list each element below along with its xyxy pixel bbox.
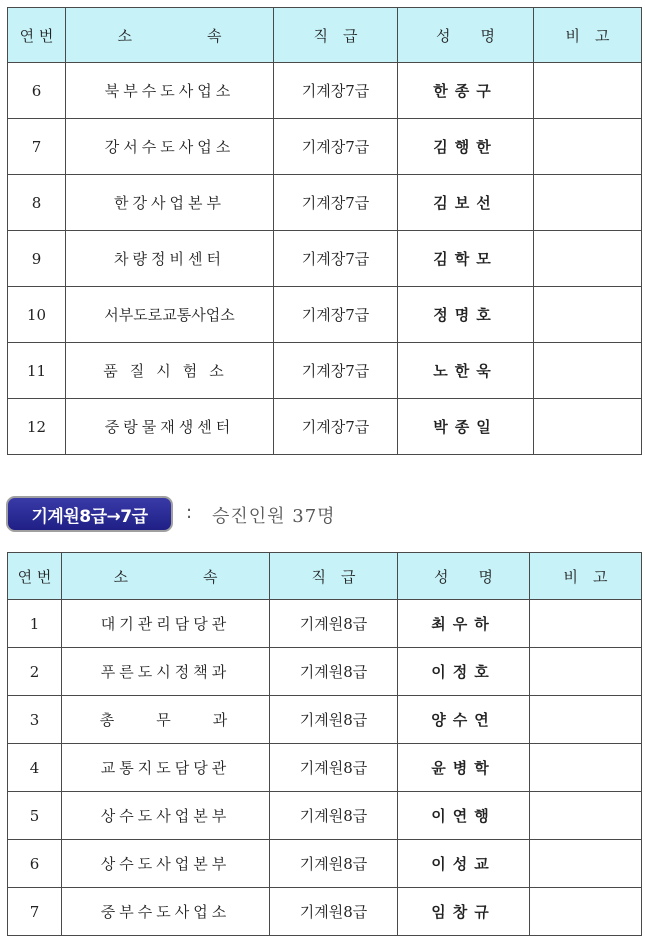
table-row (8, 744, 642, 792)
table-header-row (8, 553, 642, 600)
row-name: 김행한 (398, 119, 534, 175)
row-note (534, 175, 642, 231)
row-name: 정명호 (398, 287, 534, 343)
header-note: 비 고 (530, 553, 642, 600)
table-header-row (8, 8, 642, 63)
row-grade: 기계원8급 (270, 600, 398, 648)
row-name: 윤병학 (398, 744, 530, 792)
row-name: 최우하 (398, 600, 530, 648)
row-no: 8 (8, 175, 66, 231)
row-note (530, 648, 642, 696)
row-grade: 기계장7급 (274, 231, 398, 287)
table-row (8, 175, 642, 231)
row-no: 7 (8, 119, 66, 175)
row-no: 6 (8, 63, 66, 119)
row-dept: 교통지도담당관 (62, 744, 270, 792)
header-dept: 소 속 (62, 553, 270, 600)
row-dept: 총 무 과 (62, 696, 270, 744)
row-grade: 기계원8급 (270, 792, 398, 840)
table-row (8, 600, 642, 648)
table-row (8, 343, 642, 399)
table-row (8, 399, 642, 455)
row-dept: 상수도사업본부 (62, 840, 270, 888)
row-no: 3 (8, 696, 62, 744)
header-no: 연 번 (8, 553, 62, 600)
row-note (534, 231, 642, 287)
row-note (530, 600, 642, 648)
table-row (8, 231, 642, 287)
row-dept: 품질시험소 (66, 343, 274, 399)
row-dept: 푸른도시정책과 (62, 648, 270, 696)
row-name: 양수연 (398, 696, 530, 744)
header-name: 성 명 (398, 553, 530, 600)
row-note (530, 792, 642, 840)
row-dept: 차량정비센터 (66, 231, 274, 287)
row-dept: 대기관리담당관 (62, 600, 270, 648)
promotion-table-mechanic-7 (7, 7, 642, 455)
row-no: 6 (8, 840, 62, 888)
row-note (534, 119, 642, 175)
row-dept: 중랑물재생센터 (66, 399, 274, 455)
row-name: 이성교 (398, 840, 530, 888)
row-name: 박종일 (398, 399, 534, 455)
table-row (8, 840, 642, 888)
table-row (8, 888, 642, 936)
table-row (8, 696, 642, 744)
row-note (530, 840, 642, 888)
row-no: 12 (8, 399, 66, 455)
row-grade: 기계원8급 (270, 840, 398, 888)
table-row (8, 792, 642, 840)
row-name: 김학모 (398, 231, 534, 287)
promotion-table-mechanic-8-to-7 (7, 552, 642, 936)
row-name: 김보선 (398, 175, 534, 231)
table-row (8, 287, 642, 343)
row-name: 노한욱 (398, 343, 534, 399)
row-note (530, 696, 642, 744)
row-no: 9 (8, 231, 66, 287)
row-dept: 중부수도사업소 (62, 888, 270, 936)
row-dept: 상수도사업본부 (62, 792, 270, 840)
row-dept: 서부도로교통사업소 (66, 287, 274, 343)
row-note (530, 744, 642, 792)
table-row (8, 648, 642, 696)
row-grade: 기계원8급 (270, 648, 398, 696)
row-no: 5 (8, 792, 62, 840)
header-note: 비 고 (534, 8, 642, 63)
header-grade: 직 급 (274, 8, 398, 63)
row-grade: 기계원8급 (270, 888, 398, 936)
row-no: 2 (8, 648, 62, 696)
header-name: 성 명 (398, 8, 534, 63)
row-name: 한종구 (398, 63, 534, 119)
row-grade: 기계장7급 (274, 399, 398, 455)
row-no: 1 (8, 600, 62, 648)
row-no: 7 (8, 888, 62, 936)
row-note (530, 888, 642, 936)
header-dept: 소 속 (66, 8, 274, 63)
row-grade: 기계장7급 (274, 175, 398, 231)
row-no: 11 (8, 343, 66, 399)
row-name: 이연행 (398, 792, 530, 840)
header-grade: 직 급 (270, 553, 398, 600)
table-row (8, 119, 642, 175)
row-grade: 기계원8급 (270, 696, 398, 744)
table-row (8, 63, 642, 119)
row-name: 이정호 (398, 648, 530, 696)
row-grade: 기계장7급 (274, 343, 398, 399)
row-dept: 한강사업본부 (66, 175, 274, 231)
header-no: 연 번 (8, 8, 66, 63)
section-separator: : (186, 502, 193, 523)
row-no: 4 (8, 744, 62, 792)
row-dept: 북부수도사업소 (66, 63, 274, 119)
row-note (534, 343, 642, 399)
row-grade: 기계장7급 (274, 119, 398, 175)
row-grade: 기계장7급 (274, 63, 398, 119)
promotion-count: 승진인원 37명 (212, 506, 336, 527)
row-grade: 기계장7급 (274, 287, 398, 343)
row-note (534, 399, 642, 455)
row-no: 10 (8, 287, 66, 343)
section-badge: 기계원8급→7급 (6, 496, 173, 532)
row-name: 임창규 (398, 888, 530, 936)
row-dept: 강서수도사업소 (66, 119, 274, 175)
row-grade: 기계원8급 (270, 744, 398, 792)
row-note (534, 63, 642, 119)
row-note (534, 287, 642, 343)
